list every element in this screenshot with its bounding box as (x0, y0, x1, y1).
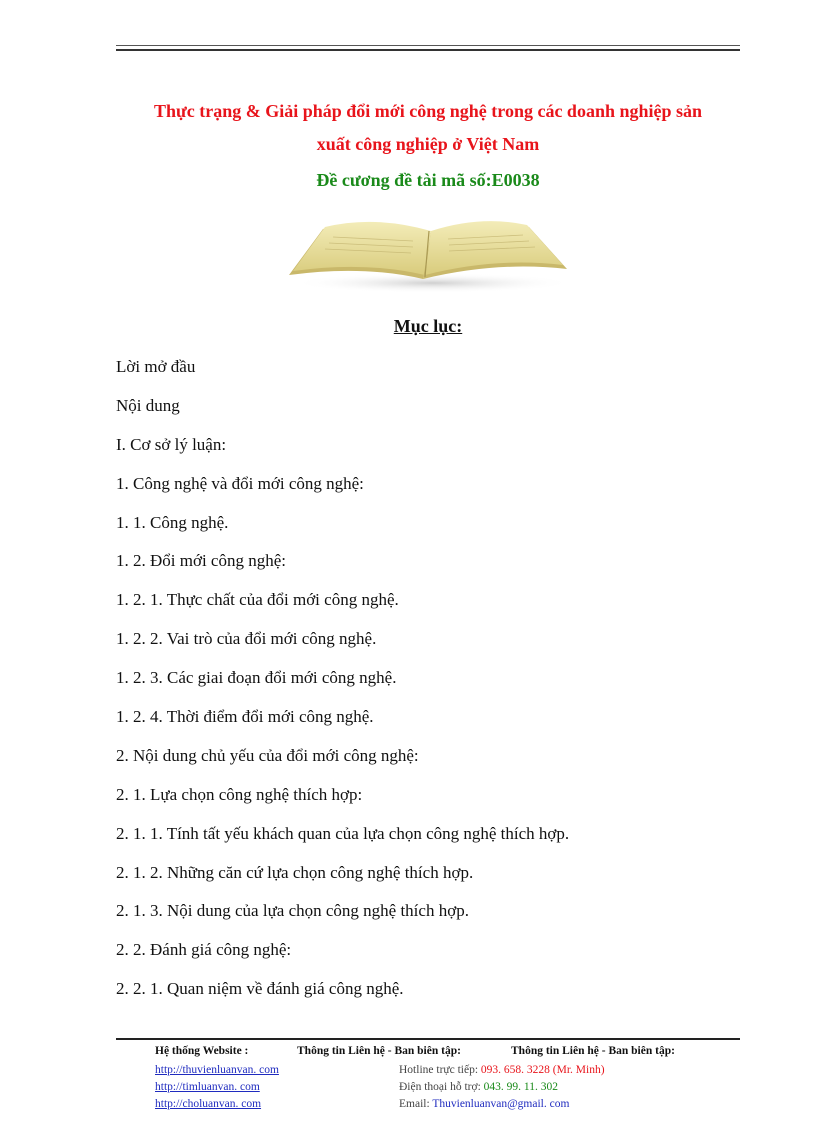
toc-item: Nội dung (116, 395, 180, 415)
hotline-value: 093. 658. 3228 (Mr. Minh) (480, 1064, 605, 1076)
footer-contact-heading-column-2 (511, 1042, 675, 1062)
toc-item: 1. 2. 2. Vai trò của đổi mới công nghệ. (116, 629, 377, 649)
website-link[interactable]: http://thuvienluanvan. com (155, 1064, 279, 1076)
header-rule-thick (116, 49, 740, 51)
footer-websites-heading: Hệ thống Website : (155, 1045, 249, 1057)
toc-item: 2. 1. 1. Tính tất yếu khách quan của lựa chọn công nghệ thích hợp. (116, 823, 570, 843)
hotline-label: Hotline trực tiếp: (399, 1064, 479, 1076)
document-title-line-1: Thực trạng & Giải pháp đổi mới công nghệ trong các doanh nghiệp sản (153, 101, 703, 121)
footer-contact-heading-2: Thông tin Liên hệ - Ban biên tập: (511, 1045, 675, 1057)
toc-item: 2. 1. 3. Nội dung của lựa chọn công nghệ thích hợp. (116, 901, 469, 921)
email-link[interactable]: Thuvienluanvan@gmail. com (432, 1098, 570, 1110)
toc-item: I. Cơ sở lý luận: (116, 434, 227, 454)
toc-heading: Mục lục: (393, 316, 463, 336)
table-of-contents (116, 351, 756, 1012)
header-rule-thin (116, 45, 740, 46)
toc-item: Lời mở đầu (116, 357, 196, 376)
footer-contact-heading-column (297, 1042, 461, 1062)
support-phone-label: Điện thoại hỗ trợ: (399, 1081, 481, 1093)
toc-item: 1. 2. 3. Các giai đoạn đổi mới công nghệ. (116, 668, 397, 688)
toc-item: 1. 2. 4. Thời điểm đổi mới công nghệ. (116, 707, 374, 727)
support-phone-value: 043. 99. 11. 302 (483, 1081, 558, 1093)
footer-contact-details (399, 1062, 605, 1113)
email-label: Email: (399, 1098, 430, 1110)
toc-item: 1. 2. Đổi mới công nghệ: (116, 551, 286, 571)
website-link[interactable]: http://timluanvan. com (155, 1081, 260, 1093)
footer-rule (116, 1038, 740, 1040)
toc-item: 1. Công nghệ và đổi mới công nghệ: (116, 473, 364, 493)
toc-item: 1. 2. 1. Thực chất của đổi mới công nghệ. (116, 590, 399, 610)
open-book-icon (283, 213, 573, 293)
website-link[interactable]: http://choluanvan. com (155, 1098, 262, 1110)
toc-item: 2. 2. Đánh giá công nghệ: (116, 940, 292, 960)
footer-contact-heading: Thông tin Liên hệ - Ban biên tập: (297, 1045, 461, 1057)
toc-item: 2. Nội dung chủ yếu của đổi mới công nghệ: (116, 745, 419, 765)
document-title-line-2: xuất công nghiệp ở Việt Nam (316, 134, 540, 154)
footer-websites-column (155, 1042, 279, 1113)
toc-item: 1. 1. Công nghệ. (116, 512, 229, 532)
document-code-subtitle: Đề cương đề tài mã số:E0038 (316, 170, 540, 190)
toc-item: 2. 2. 1. Quan niệm về đánh giá công nghệ. (116, 979, 404, 999)
toc-item: 2. 1. Lựa chọn công nghệ thích hợp: (116, 784, 363, 804)
toc-item: 2. 1. 2. Những căn cứ lựa chọn công nghệ thích hợp. (116, 862, 474, 882)
